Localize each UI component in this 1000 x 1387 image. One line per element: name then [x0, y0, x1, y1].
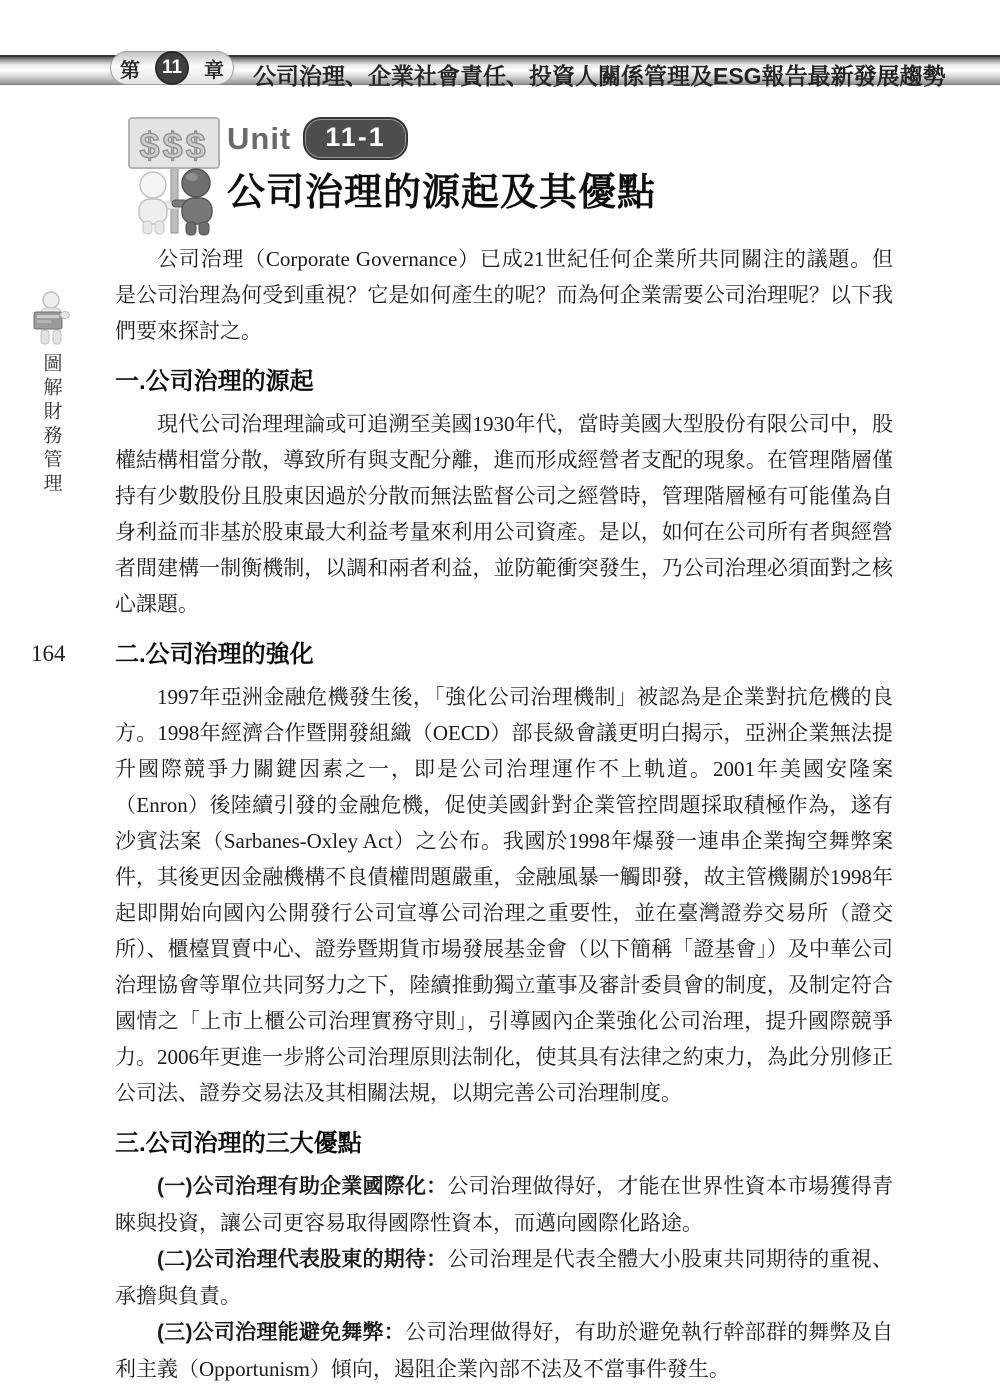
advantage-item-1 [115, 1168, 893, 1241]
advantage-item-1-lead: (一)公司治理有助企業國際化： [157, 1175, 448, 1198]
chapter-number-circle: 11 [155, 51, 189, 85]
presenter-figure-icon [29, 291, 73, 349]
chapter-badge [110, 51, 234, 85]
chapter-title: 公司治理、企業社會責任、投資人關係管理及ESG報告最新發展趨勢 [253, 63, 946, 89]
chapter-suffix: 章 [204, 59, 224, 82]
advantage-item-2 [115, 1241, 893, 1314]
advantage-item-2-lead: (二)公司治理代表股東的期待： [157, 1248, 448, 1271]
section-2-heading: 二.公司治理的強化 [115, 641, 314, 668]
unit-title: 公司治理的源起及其優點 [227, 172, 657, 214]
section-2-body: 1997年亞洲金融危機發生後，「強化公司治理機制」被認為是企業對抗危機的良方。1998年經濟合作暨開發組織（OECD）部長級會議更明白揭示，亞洲企業無法提升國際競爭力關鍵因素之一，即是公司治理運作不上軌道。2001年美國安隆案（Enron）後陸續引發的金融危機，促使美國針對企業管控問題採取積極作為，遂有沙賓法案（Sarbanes-Oxley Act）之公布。我國於1998年爆發一連串企業掏空舞弊案件，其後更因金融機構不良債權問題嚴重，金融風暴一觸即發，故主管機關於1998年起即開始向國內公開發行公司宣導公司治理之重要性，並在臺灣證券交易所（證交所）、櫃檯買賣中心、證券暨期貨市場發展基金會（以下簡稱「證基會」）及中華公司治理協會等單位共同努力之下，陸續推動獨立董事及審計委員會的制度，及制定符合國情之「上市上櫃公司治理實務守則」，引導國內企業強化公司治理，提升國際競爭力。2006年更進一步將公司治理原則法制化，使其具有法律之約束力，為此分別修正公司法、證券交易法及其相關法規，以期完善公司治理制度。 [115, 685, 893, 1105]
advantage-item-3-lead: (三)公司治理能避免舞弊： [157, 1321, 405, 1344]
advantage-item-3-text: 公司治理做得好，有助於避免執行幹部群的舞弊及自利主義（Opportunism）傾向，遏阻企業內部不法及不當事件發生。 [115, 1320, 893, 1381]
main-content [115, 113, 893, 1387]
section-1-heading: 一.公司治理的源起 [115, 368, 314, 395]
intro-paragraph: 公司治理（Corporate Governance）已成21世紀任何企業所共同關注的議題。但是公司治理為何受到重視？它是如何產生的呢？而為何企業需要公司治理呢？以下我們要來探討之。 [115, 247, 893, 343]
page-number: 164 [31, 641, 66, 666]
unit-header [115, 113, 893, 237]
unit-label-row [227, 117, 408, 160]
advantage-item-1-text: 公司治理做得好，才能在世界性資本市場獲得青睞與投資，讓公司更容易取得國際性資本，而邁向國際化路途。 [115, 1174, 893, 1235]
chapter-prefix: 第 [120, 59, 140, 82]
money-sign-figures-icon [128, 115, 224, 237]
section-1-body: 現代公司治理理論或可追溯至美國1930年代，當時美國大型股份有限公司中，股權結構相當分散，導致所有與支配分離，進而形成經營者支配的現象。在管理階層僅持有少數股份且股東因過於分散而無法監督公司之經營時，管理階層極有可能僅為自身利益而非基於股東最大利益考量來利用公司資產。是以，如何在公司所有者與經營者間建構一制衡機制，以調和兩者利益，並防範衝突發生，乃公司治理必須面對之核心課題。 [115, 412, 893, 616]
sidebar-book-title: 圖解財務管理 [40, 353, 62, 497]
section-3-heading: 三.公司治理的三大優點 [115, 1130, 362, 1157]
unit-label: Unit [227, 120, 292, 156]
unit-number-badge: 11-1 [303, 117, 408, 160]
dollar-sign-text: $$$ [139, 125, 209, 166]
advantage-item-3 [115, 1314, 893, 1387]
sidebar [26, 291, 76, 497]
advantage-item-2-text: 公司治理是代表全體大小股東共同期待的重視、承擔與負責。 [115, 1247, 893, 1308]
